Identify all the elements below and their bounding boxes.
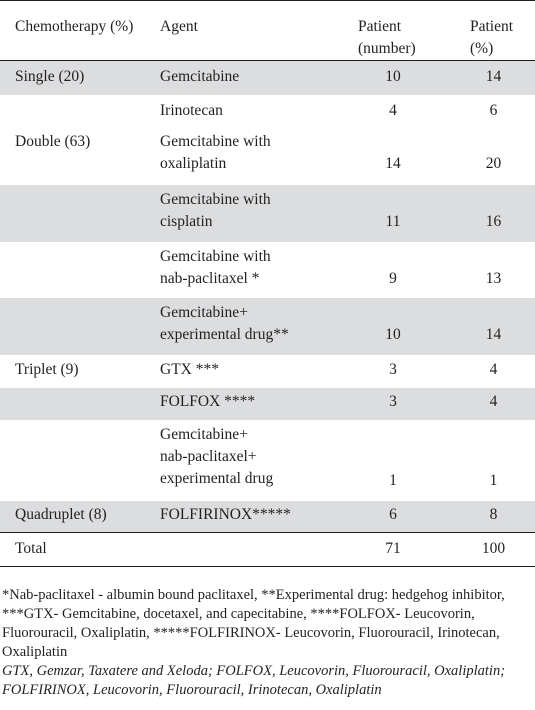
group-cell: Triplet (9) [15,360,79,378]
agent-cell: Gemcitabine+ experimental drug** [160,303,289,343]
agent-cell: FOLFIRINOX***** [160,505,291,523]
percent-cell: 8 [489,505,498,523]
table-row [0,388,535,420]
number-cell: 11 [385,212,401,230]
group-cell [0,388,160,420]
table-row [0,129,535,185]
number-cell: 10 [385,68,401,85]
group-cell [0,298,160,355]
table-row [0,298,535,355]
agent-cell: GTX *** [160,360,219,378]
table-row [0,185,535,242]
group-cell [0,185,160,242]
total-label: Total [15,540,47,557]
table-row [0,420,535,501]
group-cell [0,95,160,129]
percent-cell: 16 [485,212,502,230]
header-agent: Agent [160,18,198,35]
percent-cell: 4 [489,392,498,410]
number-cell: 3 [389,392,397,410]
percent-cell: 14 [485,325,502,343]
agent-cell: FOLFOX **** [160,392,256,410]
number-cell: 6 [389,505,397,523]
abbreviations-text: GTX, Gemzar, Taxatere and Xeloda; FOLFOX, Leucovorin, Fluorouracil, Oxaliplatin; FOLFIRINOX, Leucovorin, Fluorouracil, Irinotecan, Oxaliplatin [2,663,506,698]
group-cell: Single (20) [15,68,85,85]
number-cell: 3 [389,360,397,378]
agent-cell: Gemcitabine with nab-paclitaxel * [160,247,271,287]
group-cell: Double (63) [15,132,91,150]
percent-cell: 1 [489,471,498,489]
percent-cell: 4 [489,360,498,378]
percent-cell: 20 [485,154,502,172]
number-cell: 1 [389,471,397,489]
total-row [0,533,535,567]
footnote-text: *Nab-paclitaxel - albumin bound paclitaxel, **Experimental drug: hedgehog inhibitor, ***GTX- Gemcitabine, docetaxel, and capecitabine, ****FOLFOX- Leucovorin, Fluorouracil, Oxaliplatin, *****FOLFIRINOX- Leucovorin, Fluorouracil, Irinotecan, Oxaliplatin [2,587,505,660]
table-header-row [0,1,535,61]
percent-cell: 13 [485,269,502,287]
agent-cell: Gemcitabine with oxaliplatin [160,132,271,172]
group-cell [0,420,160,501]
number-cell: 10 [385,325,401,343]
table-row [0,95,535,129]
percent-cell: 6 [489,101,498,119]
agent-cell: Gemcitabine [160,68,240,85]
agent-cell: Gemcitabine with cisplatin [160,190,271,230]
percent-cell: 14 [485,68,502,85]
group-cell: Quadruplet (8) [15,505,107,523]
number-cell: 9 [389,269,397,287]
table-row [0,61,535,95]
group-cell [0,242,160,298]
number-cell: 4 [389,101,397,119]
table-row [0,501,535,533]
header-chemotherapy: Chemotherapy (%) [15,18,134,35]
table-row [0,242,535,298]
total-percent: 100 [481,540,506,557]
table-footnotes [2,586,532,700]
number-cell: 14 [385,154,401,172]
agent-cell: Irinotecan [160,101,223,119]
header-patient-percent: Patient (%) [470,18,514,57]
header-patient-number: Patient (number) [358,18,416,57]
total-number: 71 [385,540,401,557]
agent-cell: Gemcitabine+ nab-paclitaxel+ experimental drug [160,425,274,487]
table-row [0,355,535,388]
